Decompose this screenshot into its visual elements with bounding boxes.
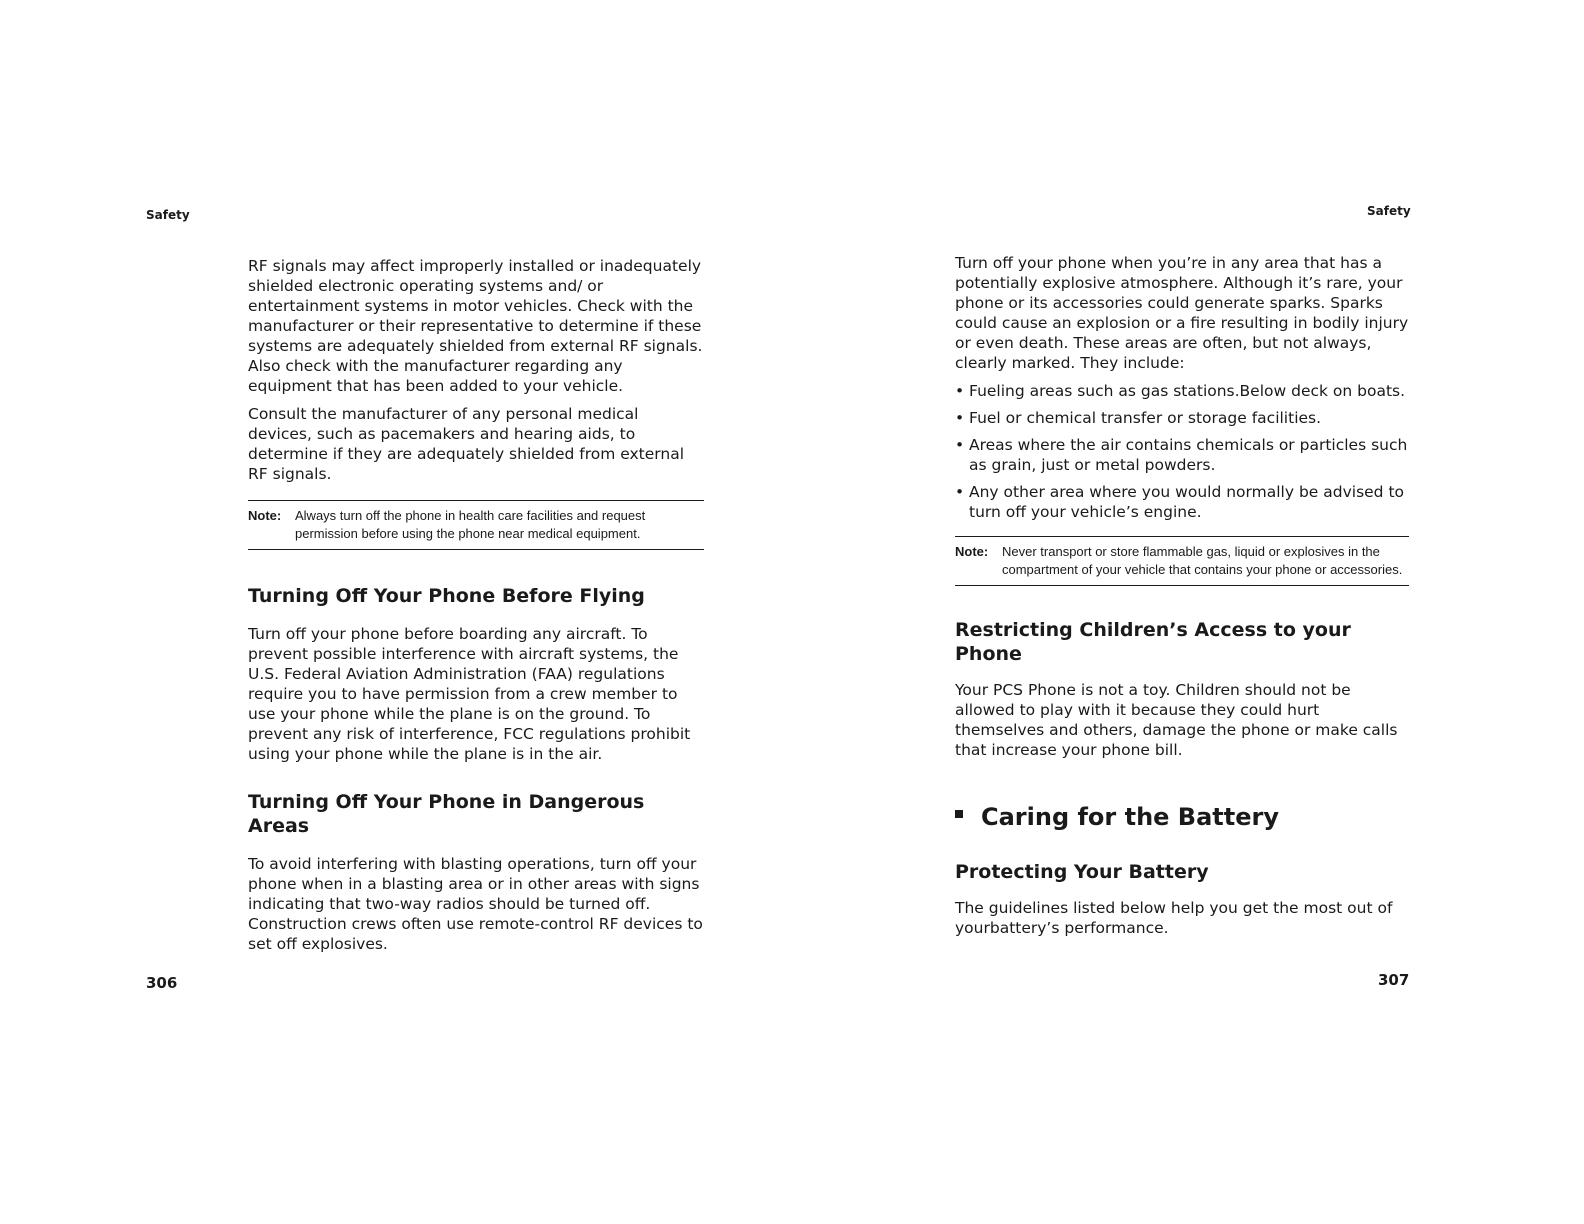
page-number-left: 306 [146, 974, 178, 992]
square-bullet-icon [955, 810, 963, 818]
running-head-right: Safety [1367, 204, 1411, 218]
list-item: • Areas where the air contains chemicals or particles such as grain, just or metal powders. [955, 435, 1409, 475]
paragraph-children-access: Your PCS Phone is not a toy. Children should not be allowed to play with it because they could hurt themselves and others, damage the phone or make calls that increase your phone bill. [955, 681, 1398, 759]
section-heading-battery-text: Caring for the Battery [981, 803, 1279, 831]
heading-children-access: Restricting Children’s Access to your Phone [955, 619, 1351, 665]
note-text: Never transport or store flammable gas, liquid or explosives in the compartment of your vehicle that contains your phone or accessories. [1002, 544, 1403, 577]
heading-dangerous-areas: Turning Off Your Phone in Dangerous Areas [248, 791, 645, 837]
note-box-right [955, 536, 1409, 586]
section-heading-battery [955, 802, 1409, 832]
paragraph-explosive-atmosphere: Turn off your phone when you’re in any area that has a potentially explosive atmosphere. Although it’s rare, your phone or its accessories could generate sparks. Sparks could cause an explosion or a fire resulting in bodily injury or even death. These areas are often, but not always, clearly marked. They include: [955, 254, 1409, 372]
note-label: Note: [955, 544, 989, 559]
paragraph-protecting-battery: The guidelines listed below help you get the most out of yourbattery’s performance. [955, 899, 1393, 937]
right-page-body [955, 253, 1409, 946]
list-item: • Any other area where you would normally be advised to turn off your vehicle’s engine. [955, 482, 1409, 522]
note-label: Note: [248, 508, 282, 523]
note-text: Always turn off the phone in health care facilities and request permission before using the phone near medical equipment. [295, 508, 646, 541]
list-item: • Fuel or chemical transfer or storage facilities. [955, 408, 1409, 428]
heading-flying: Turning Off Your Phone Before Flying [248, 585, 645, 607]
paragraph-dangerous-areas: To avoid interfering with blasting operations, turn off your phone when in a blasting area or in other areas with signs indicating that two-way radios should be turned off. Construction crews often use remote-control RF devices to set off explosives. [248, 855, 703, 953]
left-page-body [248, 256, 704, 962]
hazard-area-list [955, 381, 1409, 522]
running-head-left: Safety [146, 208, 190, 222]
page-number-right: 307 [1378, 971, 1410, 989]
heading-protecting-battery: Protecting Your Battery [955, 861, 1209, 883]
paragraph-consult-manufacturer: Consult the manufacturer of any personal medical devices, such as pacemakers and hearing aids, to determine if they are adequately shielded from external RF signals. [248, 405, 685, 483]
paragraph-flying: Turn off your phone before boarding any aircraft. To prevent possible interference with aircraft systems, the U.S. Federal Aviation Administration (FAA) regulations require you to have permission from a crew member to use your phone while the plane is on the ground. To prevent any risk of interference, FCC regulations prohibit using your phone while the plane is in the air. [248, 625, 691, 763]
note-box-left [248, 500, 704, 550]
list-item: • Fueling areas such as gas stations.Below deck on boats. [955, 381, 1409, 401]
paragraph-rf-signals: RF signals may affect improperly installed or inadequately shielded electronic operating systems and/ or entertainment systems in motor vehicles. Check with the manufacturer or their representative to determine if these systems are adequately shielded from external RF signals. Also check with the manufacturer regarding any equipment that has been added to your vehicle. [248, 257, 703, 395]
